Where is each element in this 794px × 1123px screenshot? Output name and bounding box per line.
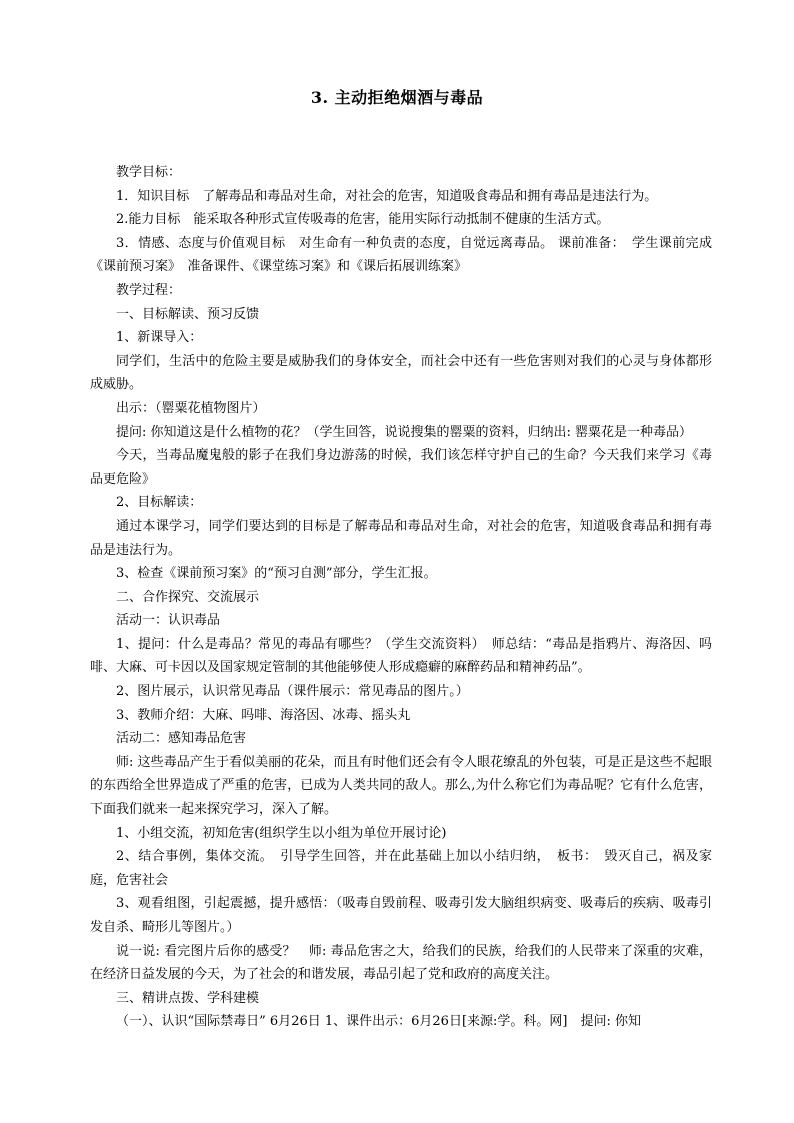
paragraph: 师: 这些毒品产生于看似美丽的花朵，而且有时他们还会有令人眼花缭乱的外包装，可是正是这些不起眼的东西给全世界造成了严重的危害，已成为人类共同的敌人。那么,为什么称它们为毒品呢？它有什么危害，下面我们就来一起来探究学习，深入了解。 (90, 754, 712, 818)
paragraph: 1、提问：什么是毒品？常见的毒品有哪些？（学生交流资料） 师总结：“毒品是指鸦片、海洛因、吗啡、大麻、可卡因以及国家规定管制的其他能够使人形成瘾癖的麻醉药品和精神药品”。 (90, 636, 712, 676)
paragraph: 2、结合事例，集体交流。 引导学生回答，并在此基础上加以小结归纳， 板书： 毁灭自己，祸及家庭，危害社会 (90, 849, 712, 888)
paragraph: 通过本课学习，同学们要达到的目标是了解毒品和毒品对生命，对社会的危害，知道吸食毒品和拥有毒品是违法行为。 (90, 518, 712, 558)
paragraph: 提问: 你知道这是什么植物的花？（学生回答，说说搜集的罂粟的资料，归纳出: 罂粟花是一种毒品） (116, 424, 693, 440)
paragraph: 活动一：认识毒品 (116, 613, 221, 629)
paragraph: 二、合作探究、交流展示 (116, 589, 260, 605)
paragraph: （一）、认识“国际禁毒日” 6月26日 1、课件出示：6月26日[来源:学。科。网] 提问: 你知 (116, 1014, 641, 1030)
paragraph: 2、目标解读： (116, 495, 203, 511)
document-body (90, 161, 712, 1034)
paragraph: 3、教师介绍：大麻、吗啡、海洛因、冰毒、摇头丸 (116, 707, 411, 723)
paragraph: 2.能力目标 能采取各种形式宣传吸毒的危害，能用实际行动抵制不健康的生活方式。 (116, 212, 610, 228)
paragraph: 3．情感、态度与价值观目标 对生命有一种负责的态度，自觉远离毒品。 课前准备： 学生课前完成《课前预习案》 准备课件、《课堂练习案》和《课后拓展训练案》 (90, 235, 712, 275)
paragraph: 1、小组交流，初知危害(组织学生以小组为单位开展讨论) (116, 825, 447, 841)
paragraph: 3、观看组图，引起震撼，提升感悟：（吸毒自毁前程、吸毒引发大脑组织病变、吸毒后的疾病、吸毒引发自杀、畸形儿等图片。） (90, 896, 712, 935)
paragraph: 教学过程： (116, 282, 182, 298)
paragraph: 今天，当毒品魔鬼般的影子在我们身边游荡的时候，我们该怎样守护自己的生命？今天我们来学习《毒品更危险》 (90, 448, 712, 487)
paragraph: 1、新课导入： (116, 330, 203, 346)
paragraph: 说一说: 看完图片后你的感受？ 师: 毒品危害之大，给我们的民族，给我们的人民带来了深重的灾难，在经济日益发展的今天，为了社会的和谐发展，毒品引起了党和政府的高度关注。 (90, 943, 712, 983)
paragraph: 2、图片展示，认识常见毒品（课件展示：常见毒品的图片。） (116, 684, 469, 700)
paragraph: 活动二：感知毒品危害 (116, 731, 247, 747)
paragraph: 同学们，生活中的危险主要是威胁我们的身体安全，而社会中还有一些危害则对我们的心灵与身体都形成威胁。 (90, 353, 712, 393)
paragraph: 教学目标： (116, 165, 182, 180)
paragraph: 3、检查《课前预习案》的“预习自测”部分，学生汇报。 (116, 566, 437, 582)
paragraph: 1．知识目标 了解毒品和毒品对生命，对社会的危害，知道吸食毒品和拥有毒品是违法行为。 (116, 188, 658, 204)
paragraph: 三、精讲点拨、学科建模 (116, 990, 260, 1006)
document-title: 3. 主动拒绝烟酒与毒品 (310, 88, 484, 107)
paragraph: 一、目标解读、预习反馈 (116, 306, 260, 322)
paragraph: 出示：（罂粟花植物图片） (116, 400, 266, 416)
